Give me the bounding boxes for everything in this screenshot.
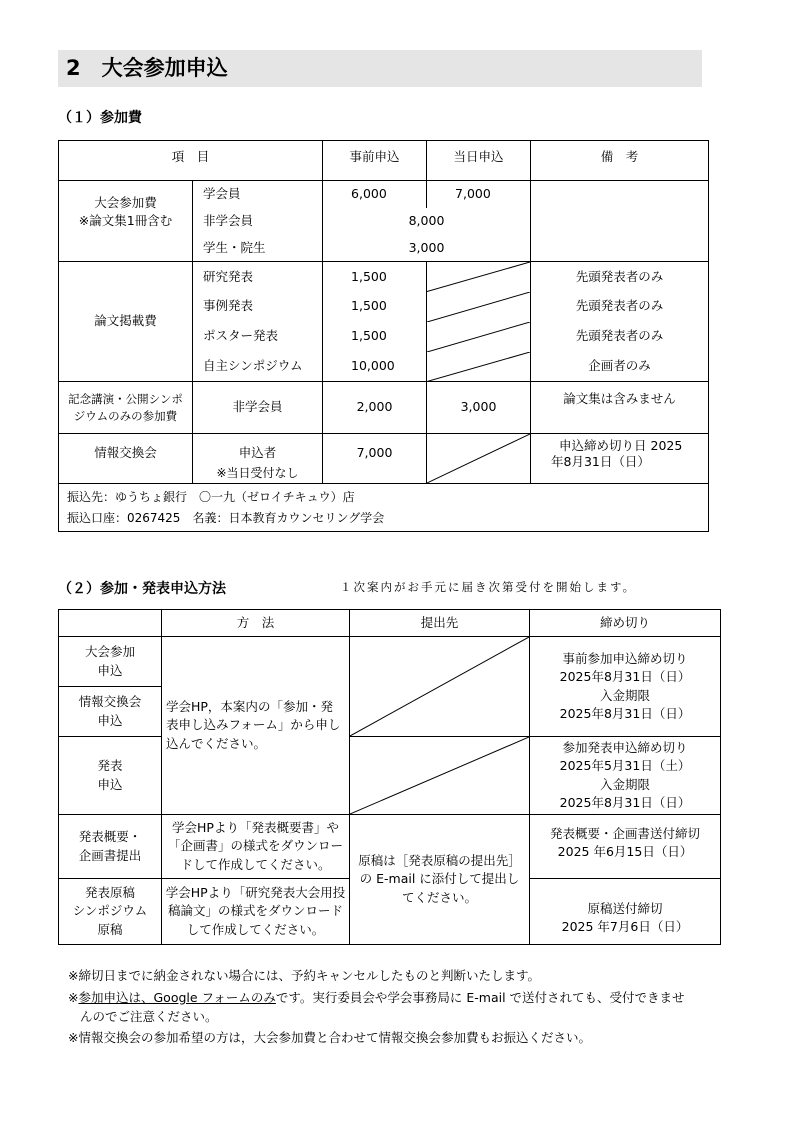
row-research: 研究発表: [193, 262, 323, 292]
note-2-cont: んのでご注意ください。: [80, 1009, 218, 1024]
symposium-remarks: 企画者のみ: [531, 352, 709, 382]
section-title: 大会参加申込: [101, 56, 228, 80]
header-onsite: 当日申込: [427, 141, 531, 181]
row-conf-apply: 大会参加 申込: [59, 637, 162, 687]
manuscript-deadline: 原稿送付締切 2025 年7月6日（日）: [530, 879, 721, 945]
research-advance: 1,500: [323, 262, 427, 292]
form-method: 学会HP，本案内の「参加・発表申し込みフォーム」から申し込んでください。: [162, 637, 350, 815]
submit-dest: 原稿は［発表原稿の提出先］の E-mail に添付して提出してください。: [350, 815, 530, 945]
poster-advance: 1,500: [323, 322, 427, 352]
case-advance: 1,500: [323, 292, 427, 322]
diagonal-cell: [427, 322, 531, 352]
fees-heading: （１）参加費: [58, 110, 142, 126]
bank-info: [59, 484, 709, 532]
lecture-onsite: 3,000: [427, 382, 531, 434]
diagonal-cell: [427, 352, 531, 382]
diagonal-cell: [350, 737, 530, 815]
diagonal-cell: [427, 434, 531, 484]
header-deadline: 締め切り: [530, 610, 721, 637]
summary-method: 学会HPより「発表概要書」や「企画書」の様式をダウンロードして作成してください。: [162, 815, 350, 879]
header-remarks: 備 考: [531, 141, 709, 181]
exchange-remarks: 申込締め切り日 2025 年8月31日（日）: [531, 434, 709, 484]
diagonal-cell: [350, 637, 530, 737]
bank-line1: 振込先：ゆうちょ銀行 〇一九（ゼロイチキュウ）店: [67, 489, 355, 504]
row-manuscript: 発表原稿 シンポジウム 原稿: [59, 879, 162, 945]
lecture-label: 記念講演・公開シンポ ジウムのみの参加費: [59, 382, 193, 434]
non-member-fee: 8,000: [323, 208, 531, 235]
fees-table: [58, 140, 709, 532]
row-present-apply: 発表 申込: [59, 737, 162, 815]
diagonal-cell: [427, 262, 531, 292]
row-poster: ポスター発表: [193, 322, 323, 352]
exchange-advance: 7,000: [323, 434, 427, 484]
header-dest: 提出先: [350, 610, 530, 637]
manuscript-method: 学会HPより「研究発表大会用投稿論文」の様式をダウンロードして作成してください。: [162, 879, 350, 945]
exchange-label: 情報交換会: [59, 434, 193, 484]
symposium-advance: 10,000: [323, 352, 427, 382]
fees-header-row: [59, 141, 709, 181]
student-fee: 3,000: [323, 235, 531, 262]
research-remarks: 先頭発表者のみ: [531, 262, 709, 292]
row-non-member: 非学会員: [193, 208, 323, 235]
publication-fee-label: 論文掲載費: [59, 262, 193, 382]
lecture-remarks: 論文集は含みません: [531, 382, 709, 434]
bank-line2: 振込口座：0267425 名義：日本教育カウンセリング学会: [67, 510, 385, 525]
lecture-advance: 2,000: [323, 382, 427, 434]
row-student: 学生・院生: [193, 235, 323, 262]
row-member: 学会員: [193, 181, 323, 208]
member-advance: 6,000: [323, 181, 427, 208]
method-heading: （２）参加・発表申込方法: [58, 581, 226, 597]
present-deadline: 参加発表申込締め切り 2025年5月31日（土） 入金期限 2025年8月31日（日）: [530, 737, 721, 815]
note-3: ※情報交換会の参加希望の方は，大会参加費と合わせて情報交換会参加費もお振込ください。: [68, 1030, 591, 1045]
note-2: ※参加申込は、Google フォームのみです。実行委員会や学会事務局に E-mail で送付されても、受付できませ: [68, 990, 685, 1005]
row-case: 事例発表: [193, 292, 323, 322]
row-symposium: 自主シンポジウム: [193, 352, 323, 382]
note-1: ※締切日までに納金されない場合には、予約キャンセルしたものと判断いたします。: [68, 968, 540, 983]
conference-fee-label: 大会参加費 ※論文集1冊含む: [59, 181, 193, 262]
lecture-non-member: 非学会員: [193, 382, 323, 434]
member-onsite: 7,000: [427, 181, 531, 208]
row-summary: 発表概要・ 企画書提出: [59, 815, 162, 879]
diagonal-cell: [427, 292, 531, 322]
conf-deadline: 事前参加申込締め切り 2025年8月31日（日） 入金期限 2025年8月31日（日）: [530, 637, 721, 737]
summary-deadline: 発表概要・企画書送付締切 2025 年6月15日（日）: [530, 815, 721, 879]
exchange-applicant: 申込者 ※当日受付なし: [193, 434, 323, 484]
method-note: １次案内がお手元に届き次第受付を開始します。: [340, 580, 637, 594]
poster-remarks: 先頭発表者のみ: [531, 322, 709, 352]
section-header: [58, 50, 702, 87]
case-remarks: 先頭発表者のみ: [531, 292, 709, 322]
method-table: [58, 609, 721, 945]
header-advance: 事前申込: [323, 141, 427, 181]
row-exchange-apply: 情報交換会 申込: [59, 687, 162, 737]
section-number: 2: [66, 56, 81, 80]
header-method: 方 法: [162, 610, 350, 637]
header-item: 項 目: [59, 141, 323, 181]
